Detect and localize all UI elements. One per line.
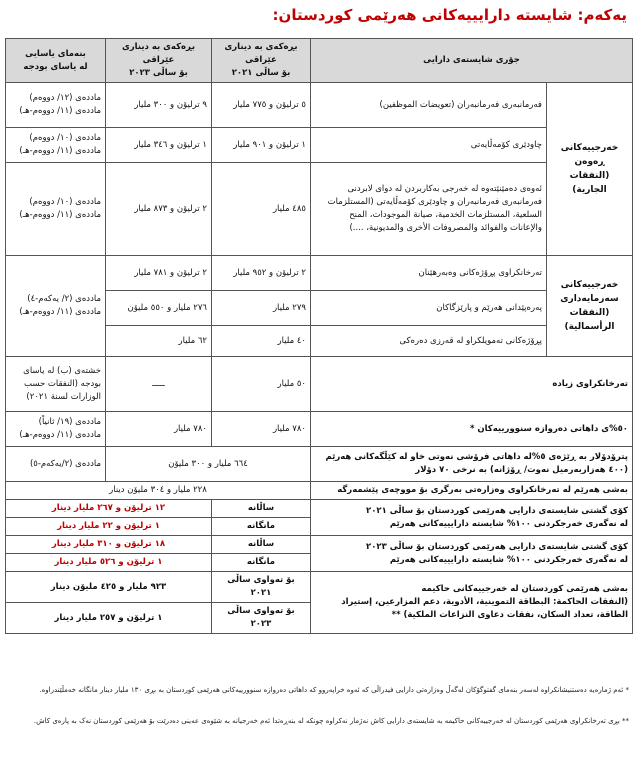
monthly-label: مانگانە	[212, 518, 311, 536]
law-cell: ماددەی (١٩/ ثانیاً) ماددەی (١١/ دووەم-هـ)	[6, 412, 106, 447]
amount-2021-cell: ٧٨٠ ملیار	[212, 412, 311, 447]
amount-2023-cell: ٧٨٠ ملیار	[106, 412, 212, 447]
type-cell: بەشی هەرێم لە تەرخانکراوی وەزارەتی بەرگری بۆ مووچەی پێشمەرگە	[311, 482, 633, 500]
amount-2021-cell: ٥ ترلیۆن و ٧٧٥ ملیار	[212, 83, 311, 128]
yearly-label: ساڵانە	[212, 500, 311, 518]
type-cell: فەرمانبەری فەرمانبەران (تعويضات الموظفين)	[311, 83, 547, 128]
page-title: یەکەم: شایستە دارایییەکانی هەرێمی کوردستان:	[272, 6, 627, 24]
amount-2021-cell: ٢٧٩ ملیار	[212, 291, 311, 326]
amount-2023-cell: ٢٧٦ ملیار و ٥٥٠ ملیۆن	[106, 291, 212, 326]
total-2021-monthly: ١ ترلیۆن و ٢٢ ملیار دینار	[6, 518, 212, 536]
header-type: جۆری شایستەی دارایی	[311, 39, 633, 83]
amount-2023-cell: ٦٦٤ ملیار و ٣٠٠ ملیۆن	[106, 447, 311, 482]
table-row	[6, 357, 633, 412]
amount-2021-cell: ٢ ترلیۆن و ٩٥٢ ملیار	[212, 256, 311, 291]
sovereign-2023-label: بۆ تەواوی ساڵی ٢٠٢٣	[212, 603, 311, 634]
total-2021-label: کۆی گشتی شایستەی دارایی هەرێمی کوردستان بۆ ساڵی ٢٠٢١ لە نەگەری خەرجکردنی ١٠٠% شایستە دارایییەکانی هەرێم	[311, 500, 633, 536]
sovereign-2021-value: ٩٢٣ ملیار و ٤٢٥ ملیۆن دینار	[6, 572, 212, 603]
amount-2023-cell: ٢ ترلیۆن و ٨٧٣ ملیار	[106, 163, 212, 256]
type-cell: ئەوەی دەمێنێتەوە لە خەرجی بەکاربردن لە دوای لابردنی فەرمانبەری فەرمانبەران و چاودێری کۆمەڵایەتی (المستلزمات السلعية، المستلزمات الخدمية، صيانة الموجودات، المنح والإعانات والفوائد والمصروفات الأخرى والمديونية، ....)	[311, 163, 547, 256]
header-row	[6, 39, 633, 83]
total-2021-yearly: ١٢ ترلیۆن و ٢٦٧ ملیار دینار	[6, 500, 212, 518]
type-cell: تەرخانکراوی پڕۆژەکانی وەبەرهێنان	[311, 256, 547, 291]
total-2023-label: کۆی گشتی شایستەی دارایی هەرێمی کوردستان بۆ ساڵی ٢٠٢٣ لە نەگەری خەرجکردنی ١٠٠% شایستە دارایییەکانی هەرێم	[311, 536, 633, 572]
amount-cell: ٢٢٨ ملیار و ٣٠٤ ملیۆن دینار	[6, 482, 311, 500]
law-cell: ماددەی (٢/ یەکەم-٤) ماددەی (١١/ دووەم-هـ)	[6, 256, 106, 357]
entitlements-table	[5, 38, 633, 634]
total-row	[6, 536, 633, 554]
total-2023-monthly: ١ ترلیۆن و ٥٢٦ ملیار دینار	[6, 554, 212, 572]
amount-2023-cell: ٦٢ ملیار	[106, 326, 212, 357]
total-row	[6, 500, 633, 518]
law-cell: ماددەی (٢/یەکەم-٥)	[6, 447, 106, 482]
sovereign-label: بەشی هەرێمی کوردستان لە خەرجییەکانی حاکیمە (النفقات الحاكمة: البطاقة التموينية، الأدوية، دعم المزارعين، إستيراد الطاقة، تعداد السكان، نفقات دعاوى النزاعات الملكية) **	[311, 572, 633, 634]
amount-2023-cell: ٢ ترلیۆن و ٧٨١ ملیار	[106, 256, 212, 291]
footnote-1: * ئەم ژمارەیە دەستنیشانکراوە لەسەر بنەمای گفتوگۆکان لەگەڵ وەزارەتی دارایی فیدراڵی کە ئەوە خراپەروو کە داهاتی دەروازە سنوورییەکانی هەرێمی کوردستان بە بڕی ١٣٠ ملیار دینار مانگانە خەمڵێندراوە.	[39, 686, 629, 694]
amount-2021-cell: ٥٠ ملیار	[212, 357, 311, 412]
table-row	[6, 482, 633, 500]
type-cell: پەرەپێدانی هەرێم و پارێزگاکان	[311, 291, 547, 326]
type-cell: پترۆدۆلار بە ڕێژەی ٥%لە داهاتی فرۆشی نەوتی خاو لە کێڵگەکانی هەرێم (٤٠٠ هەزاربەرمیل نەوت/ ڕۆژانە) بە نرخی ٧٠ دۆلار	[311, 447, 633, 482]
table-row	[6, 83, 633, 128]
amount-2021-cell: ١ ترلیۆن و ٩٠١ ملیار	[212, 128, 311, 163]
law-cell: ماددەی (١٢/ دووەم) ماددەی (١١/ دووەم-هـ)	[6, 83, 106, 128]
type-cell: پڕۆژەکانی تەمویلکراو لە قەرزی دەرەکی	[311, 326, 547, 357]
law-cell: ماددەی (١٠/ دووەم) ماددەی (١١/ دووەم-هـ)	[6, 128, 106, 163]
monthly-label: مانگانە	[212, 554, 311, 572]
total-2023-yearly: ١٨ ترلیۆن و ٣١٠ ملیار دینار	[6, 536, 212, 554]
amount-2021-cell: ٤٠ ملیار	[212, 326, 311, 357]
law-cell: خشتەی (ب) لە یاسای بودجە (النفقات حسب الوزارات لسنة ٢٠٢١)	[6, 357, 106, 412]
sovereign-row	[6, 572, 633, 603]
table-row	[6, 163, 633, 256]
amount-2023-cell: ـــــ	[106, 357, 212, 412]
header-amount-2021: بڕەکەی بە دیناری عێراقی بۆ ساڵی ٢٠٢١	[212, 39, 311, 83]
header-amount-2023: بڕەکەی بە دیناری عێراقی بۆ ساڵی ٢٠٢٣	[106, 39, 212, 83]
type-cell: تەرخانکراوی زیادە	[311, 357, 633, 412]
footnote-2: ** بڕی تەرخانکراوی هەرێمی کوردستان لە خەرجییەکانی حاکیمە بە شایستەی دارایی کاش نەژمار نەکراوە چونکە لە بنەڕەتدا ئەم خەرجیانە بە شێوەی عەینی دەدرێت بۆ هەرێمی کوردستان نەک بە پارەی کاش.	[33, 717, 629, 725]
sovereign-2023-value: ١ ترلیۆن و ٢٥٧ ملیار دینار	[6, 603, 212, 634]
amount-2021-cell: ٤٨٥ ملیار	[212, 163, 311, 256]
law-cell: ماددەی (١٠/ دووەم) ماددەی (١١/ دووەم-هـ)	[6, 163, 106, 256]
table-row	[6, 412, 633, 447]
amount-2023-cell: ٩ ترلیۆن و ٣٠٠ ملیار	[106, 83, 212, 128]
amount-2023-cell: ١ ترلیۆن و ٣٤٦ ملیار	[106, 128, 212, 163]
table-row	[6, 256, 633, 291]
yearly-label: ساڵانە	[212, 536, 311, 554]
category-current: خەرجییەکانی ڕەوەن (النفقات الجارية)	[547, 83, 633, 256]
category-capital: خەرجییەکانی سەرمایەداری (النفقات الرأسمالية)	[547, 256, 633, 357]
type-cell: چاودێری کۆمەڵایەتی	[311, 128, 547, 163]
sovereign-2021-label: بۆ تەواوی ساڵی ٢٠٢١	[212, 572, 311, 603]
type-cell: ٥٠%ی داهاتی دەروازە سنوورییەکان *	[311, 412, 633, 447]
header-legal-basis: بنەمای یاسایی لە یاسای بودجە	[6, 39, 106, 83]
table-row	[6, 128, 633, 163]
table-row	[6, 447, 633, 482]
